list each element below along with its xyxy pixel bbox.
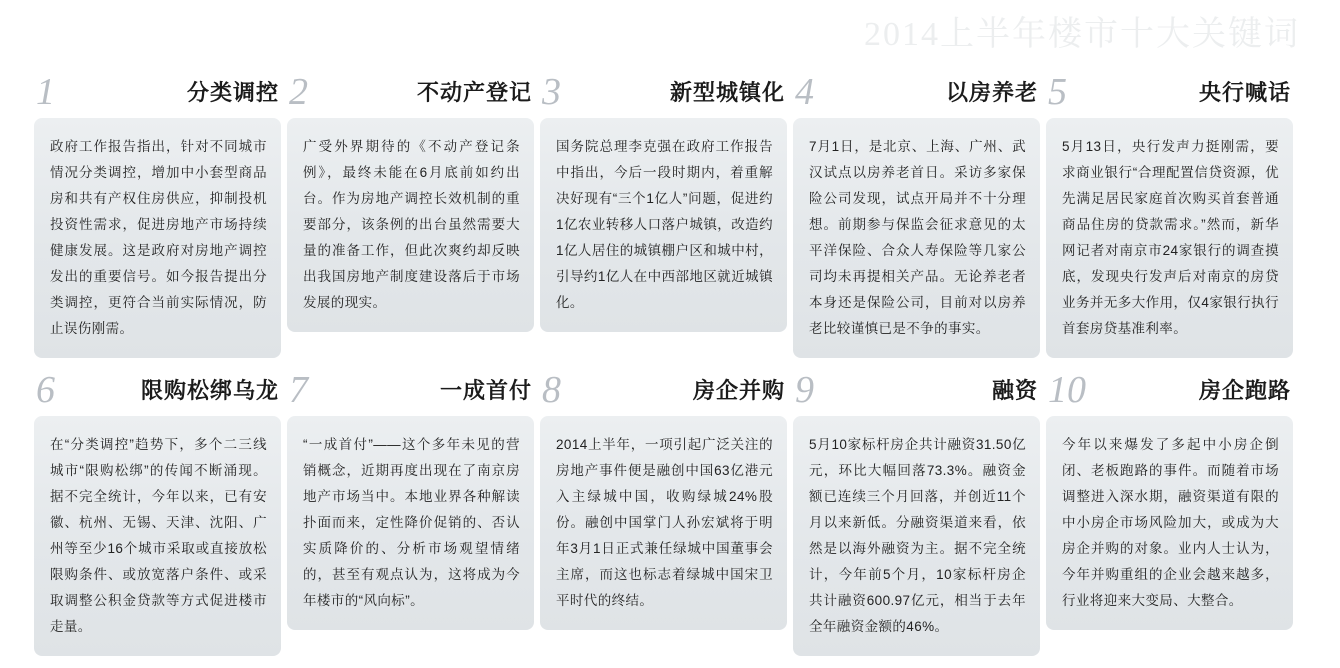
keyword-number-10: 10 — [1048, 369, 1086, 411]
keyword-body-6: 在“分类调控”趋势下，多个二三线城市“限购松绑”的传闻不断涌现。据不完全统计，今年以来，已有安徽、杭州、无锡、天津、沈阳、广州等至少16个城市采取或直接放松限购条件、或放宽落户条件、或采取调整公积金贷款等方式促进楼市走量。 — [34, 416, 281, 656]
keyword-header-9 — [793, 370, 1040, 416]
keyword-number-6: 6 — [36, 369, 55, 411]
keyword-header-7 — [287, 370, 534, 416]
keyword-header-6 — [34, 370, 281, 416]
page-title: 2014上半年楼市十大关键词 — [864, 16, 1300, 53]
keyword-number-1: 1 — [36, 71, 55, 113]
keyword-number-4: 4 — [795, 71, 814, 113]
keyword-title-5: 央行喊话 — [1198, 80, 1291, 105]
keyword-number-9: 9 — [795, 369, 814, 411]
keyword-header-5 — [1046, 72, 1293, 118]
keyword-header-2 — [287, 72, 534, 118]
keyword-title-1: 分类调控 — [186, 80, 279, 105]
keyword-header-10 — [1046, 370, 1293, 416]
keyword-header-8 — [540, 370, 787, 416]
keyword-item-2 — [287, 72, 534, 358]
keyword-title-10: 房企跑路 — [1198, 378, 1291, 403]
keyword-number-8: 8 — [542, 369, 561, 411]
keyword-title-7: 一成首付 — [439, 378, 532, 403]
keyword-number-7: 7 — [289, 369, 308, 411]
keyword-body-7: “一成首付”——这个多年未见的营销概念，近期再度出现在了南京房地产市场当中。本地业界各种解读扑面而来，定性降价促销的、否认实质降价的、分析市场观望情绪的，甚至有观点认为，这将成为今年楼市的“风向标”。 — [287, 416, 534, 630]
keyword-title-3: 新型城镇化 — [669, 80, 785, 105]
keyword-body-3: 国务院总理李克强在政府工作报告中指出，今后一段时期内，着重解决好现有“三个1亿人”问题，促进约1亿农业转移人口落户城镇，改造约1亿人居住的城镇棚户区和城中村，引导约1亿人在中西部地区就近城镇化。 — [540, 118, 787, 332]
keyword-item-9 — [793, 370, 1040, 656]
keyword-item-4 — [793, 72, 1040, 358]
keyword-title-4: 以房养老 — [945, 80, 1038, 105]
keyword-header-3 — [540, 72, 787, 118]
keyword-item-7 — [287, 370, 534, 656]
keyword-grid — [34, 72, 1306, 668]
keyword-header-1 — [34, 72, 281, 118]
keyword-number-2: 2 — [289, 71, 308, 113]
keyword-body-4: 7月1日，是北京、上海、广州、武汉试点以房养老首日。采访多家保险公司发现，试点开局并不十分理想。前期参与保监会征求意见的太平洋保险、合众人寿保险等几家公司均未再提相关产品。无论养老者本身还是保险公司，目前对以房养老比较谨慎已是不争的事实。 — [793, 118, 1040, 358]
keyword-title-2: 不动产登记 — [416, 80, 532, 105]
keyword-body-1: 政府工作报告指出，针对不同城市情况分类调控，增加中小套型商品房和共有产权住房供应，抑制投机投资性需求，促进房地产市场持续健康发展。这是政府对房地产调控发出的重要信号。如今报告提出分类调控，更符合当前实际情况，防止误伤刚需。 — [34, 118, 281, 358]
keyword-body-5: 5月13日，央行发声力挺刚需，要求商业银行“合理配置信贷资源，优先满足居民家庭首次购买首套普通商品住房的贷款需求。”然而，新华网记者对南京市24家银行的调查摸底，发现央行发声后对南京的房贷业务并无多大作用，仅4家银行执行首套房贷基准利率。 — [1046, 118, 1293, 358]
keyword-title-9: 融资 — [991, 378, 1038, 403]
keyword-body-10: 今年以来爆发了多起中小房企倒闭、老板跑路的事件。而随着市场调整进入深水期，融资渠道有限的中小房企市场风险加大，或成为大房企并购的对象。业内人士认为，今年并购重组的企业会越来越多，行业将迎来大变局、大整合。 — [1046, 416, 1293, 630]
keyword-header-4 — [793, 72, 1040, 118]
keyword-item-1 — [34, 72, 281, 358]
keyword-number-3: 3 — [542, 71, 561, 113]
keyword-body-2: 广受外界期待的《不动产登记条例》，最终未能在6月底前如约出台。作为房地产调控长效机制的重要部分，该条例的出台虽然需要大量的准备工作，但此次爽约却反映出我国房地产制度建设落后于市场发展的现实。 — [287, 118, 534, 332]
keyword-body-9: 5月10家标杆房企共计融资31.50亿元，环比大幅回落73.3%。融资金额已连续三个月回落，并创近11个月以来新低。分融资渠道来看，依然是以海外融资为主。据不完全统计，今年前5个月，10家标杆房企共计融资600.97亿元，相当于去年全年融资金额的46%。 — [793, 416, 1040, 656]
keyword-item-10 — [1046, 370, 1293, 656]
keyword-item-5 — [1046, 72, 1293, 358]
keyword-number-5: 5 — [1048, 71, 1067, 113]
keyword-title-8: 房企并购 — [692, 378, 785, 403]
keyword-body-8: 2014上半年，一项引起广泛关注的房地产事件便是融创中国63亿港元入主绿城中国，收购绿城24%股份。融创中国掌门人孙宏斌将于明年3月1日正式兼任绿城中国董事会主席，而这也标志着绿城中国宋卫平时代的终结。 — [540, 416, 787, 630]
keyword-title-6: 限购松绑乌龙 — [140, 378, 279, 403]
keyword-item-8 — [540, 370, 787, 656]
keyword-item-6 — [34, 370, 281, 656]
keyword-item-3 — [540, 72, 787, 358]
